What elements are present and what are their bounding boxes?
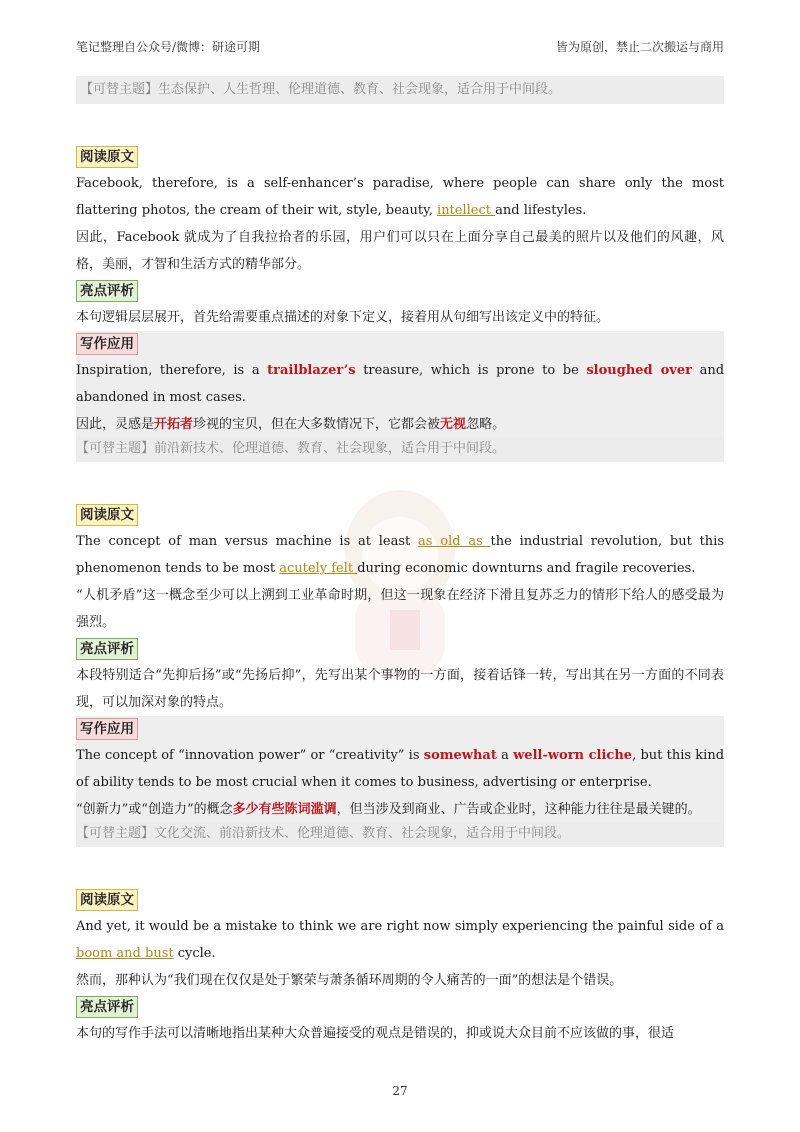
original-english: The concept of man versus machine is at least as old as the industrial revolution, but this phenomenon tends to be most acutely felt during economic downturns and fragile recoveries. [76, 534, 724, 576]
alternative-topics-top: 【可替主题】生态保护、人生哲理、伦理道德、教育、社会现象，适合用于中间段。 [76, 76, 724, 104]
header-left: 笔记整理自公众号/微博：研途可期 [76, 40, 261, 54]
alternative-topics: 【可替主题】前沿新技术、伦理道德、教育、社会现象，适合用于中间段。 [76, 438, 724, 460]
writing-application-tag: 写作应用 [76, 718, 138, 740]
alternative-topics: 【可替主题】文化交流、前沿新技术、伦理道德、教育、社会现象，适合用于中间段。 [76, 823, 724, 845]
read-original-tag: 阅读原文 [76, 889, 138, 911]
original-chinese: 然而，那种认为“我们现在仅仅是处于繁荣与萧条循环周期的令人痛苦的一面”的想法是个错误。 [76, 973, 623, 988]
analysis-text: 本句逻辑层层展开，首先给需要重点描述的对象下定义，接着用从句细写出该定义中的特征。 [76, 310, 610, 325]
page-header [76, 38, 724, 55]
analysis-text: 本句的写作手法可以清晰地指出某种大众普遍接受的观点是错误的，抑或说大众目前不应该做的事，很适 [76, 1026, 675, 1041]
original-chinese: 因此，Facebook 就成为了自我拉拾者的乐园，用户们可以只在上面分享自己最美的照片以及他们的风趣，风格，美丽，才智和生活方式的精华部分。 [76, 230, 724, 272]
application-chinese: 因此，灵感是开拓者珍视的宝贝，但在大多数情况下，它都会被无视忽略。 [76, 417, 506, 432]
highlight-analysis-tag: 亮点评析 [76, 996, 138, 1018]
highlight-analysis-tag: 亮点评析 [76, 638, 138, 660]
page-number: 27 [392, 1084, 408, 1098]
application-chinese: “创新力”或“创造力”的概念多少有些陈词滥调，但当涉及到商业、广告或企业时，这种能力往往是最关键的。 [76, 802, 701, 817]
writing-application-block [76, 331, 724, 462]
read-original-tag: 阅读原文 [76, 504, 138, 526]
original-english: And yet, it would be a mistake to think we are right now simply experiencing the painful side of a boom and bust cycle. [76, 919, 724, 961]
writing-application-block [76, 716, 724, 847]
application-english: The concept of “innovation power” or “creativity” is somewhat a well-worn cliche, but this kind of ability tends to be most crucial when it comes to business, advertising or enterprise. [76, 748, 725, 790]
writing-application-tag: 写作应用 [76, 333, 138, 355]
original-english: Facebook, therefore, is a self-enhancer’s paradise, where people can share only the most flattering photos, the cream of their wit, style, beauty, intellect and lifestyles. [76, 176, 724, 218]
original-chinese: “人机矛盾”这一概念至少可以上溯到工业革命时期，但这一现象在经济下滑且复苏乏力的情形下给人的感受最为强烈。 [76, 588, 724, 630]
header-right: 皆为原创，禁止二次搬运与商用 [555, 40, 724, 54]
analysis-text: 本段特别适合“先抑后扬”或“先扬后抑”，先写出某个事物的一方面，接着话锋一转，写出其在另一方面的不同表现，可以加深对象的特点。 [76, 668, 724, 710]
highlight-phrase: intellect [437, 203, 496, 218]
highlight-analysis-tag: 亮点评析 [76, 280, 138, 302]
application-english: Inspiration, therefore, is a trailblazer’s treasure, which is prone to be sloughed over and abandoned in most cases. [76, 363, 725, 405]
read-original-tag: 阅读原文 [76, 146, 138, 168]
